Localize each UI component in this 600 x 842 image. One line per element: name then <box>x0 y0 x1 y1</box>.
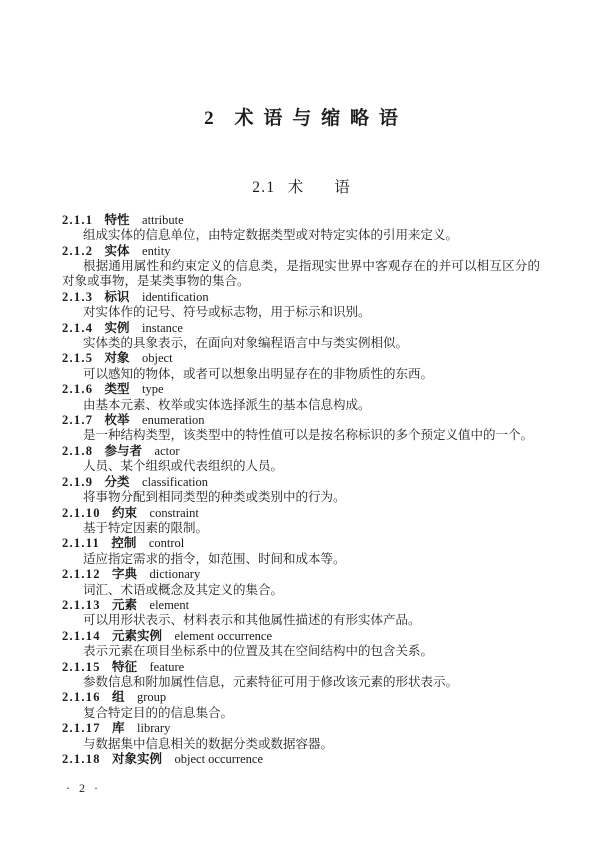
term-english: actor <box>154 443 180 458</box>
term-english: library <box>137 721 171 736</box>
term-english: entity <box>142 243 171 258</box>
term-chinese: 特性 <box>104 212 130 227</box>
term-definition: 是一种结构类型，该类型中的特性值可以是按名称标识的多个预定义值中的一个。 <box>83 428 534 443</box>
term-english: feature <box>149 659 185 674</box>
page-footer <box>66 781 101 796</box>
term-entry <box>62 475 540 506</box>
term-definition: 人员、某个组织或代表组织的人员。 <box>83 459 284 474</box>
page-number: · 2 · <box>66 781 101 795</box>
term-definition: 词汇、术语或概念及其定义的集合。 <box>83 582 284 597</box>
term-chinese: 类型 <box>104 382 130 397</box>
term-definition: 组成实体的信息单位，由特定数据类型或对特定实体的引用来定义。 <box>83 228 459 243</box>
term-chinese: 元素实例 <box>112 628 163 643</box>
chapter-title-text: 术语与缩略语 <box>234 108 408 129</box>
term-chinese: 实例 <box>104 320 130 335</box>
term-heading <box>62 444 540 459</box>
term-definition: 由基本元素、枚举或实体选择派生的基本信息构成。 <box>83 397 371 412</box>
term-definition: 根据通用属性和约束定义的信息类，是指现实世界中客观存在的并可以相互区分的对象或事物，是某类事物的集合。 <box>62 259 540 289</box>
term-english: constraint <box>149 505 199 520</box>
term-number: 2.1.8 <box>62 443 94 458</box>
term-chinese: 字典 <box>112 567 138 582</box>
term-definition: 参数信息和附加属性信息，元素特征可用于修改该元素的形状表示。 <box>83 674 459 689</box>
term-heading <box>62 382 540 397</box>
term-heading <box>62 244 540 259</box>
term-number: 2.1.11 <box>62 536 101 551</box>
term-chinese: 分类 <box>104 474 130 489</box>
term-number: 2.1.3 <box>62 289 94 304</box>
term-number: 2.1.15 <box>62 659 101 674</box>
term-definition: 可以用形状表示、材料表示和其他属性描述的有形实体产品。 <box>83 613 421 628</box>
term-entry <box>62 660 540 691</box>
term-heading <box>62 598 540 613</box>
term-entry <box>62 321 540 352</box>
term-heading <box>62 213 540 228</box>
term-number: 2.1.14 <box>62 628 101 643</box>
term-entry <box>62 213 540 244</box>
term-chinese: 元素 <box>112 597 138 612</box>
term-heading <box>62 351 540 366</box>
term-chinese: 特征 <box>112 659 138 674</box>
term-number: 2.1.17 <box>62 721 101 736</box>
term-number: 2.1.13 <box>62 597 101 612</box>
term-heading <box>62 475 540 490</box>
term-english: group <box>137 690 167 705</box>
chapter-number: 2 <box>204 108 214 129</box>
terms-list <box>62 213 540 768</box>
term-chinese: 控制 <box>111 536 137 551</box>
section-title-text: 术 语 <box>287 178 350 196</box>
term-english: control <box>148 536 185 551</box>
term-entry <box>62 290 540 321</box>
section-number: 2.1 <box>252 178 276 196</box>
term-chinese: 参与者 <box>104 443 143 458</box>
term-definition: 复合特定目的的信息集合。 <box>83 705 234 720</box>
section-title <box>62 178 540 198</box>
term-heading <box>62 536 540 551</box>
term-entry <box>62 752 540 767</box>
term-entry <box>62 690 540 721</box>
term-english: instance <box>142 320 183 335</box>
term-number: 2.1.12 <box>62 567 101 582</box>
term-number: 2.1.7 <box>62 413 94 428</box>
term-english: object occurrence <box>174 752 263 766</box>
term-heading <box>62 629 540 644</box>
term-english: classification <box>142 474 208 489</box>
term-number: 2.1.2 <box>62 243 94 258</box>
term-entry <box>62 629 540 660</box>
term-definition: 将事物分配到相同类型的种类或类别中的行为。 <box>83 490 346 505</box>
term-chinese: 约束 <box>112 505 138 520</box>
term-english: attribute <box>142 212 184 227</box>
chapter-title <box>62 106 540 132</box>
term-entry <box>62 244 540 290</box>
term-number: 2.1.16 <box>62 690 101 705</box>
term-english: object <box>142 351 173 366</box>
term-definition: 与数据集中信息相关的数据分类或数据容器。 <box>83 736 334 751</box>
term-definition: 表示元素在项目坐标系中的位置及其在空间结构中的包含关系。 <box>83 644 434 659</box>
term-heading <box>62 506 540 521</box>
term-heading <box>62 413 540 428</box>
term-heading <box>62 567 540 582</box>
term-definition: 对实体作的记号、符号或标志物，用于标示和识别。 <box>83 305 371 320</box>
term-entry <box>62 567 540 598</box>
term-heading <box>62 752 540 767</box>
term-heading <box>62 290 540 305</box>
term-english: enumeration <box>142 413 205 428</box>
term-entry <box>62 721 540 752</box>
term-entry <box>62 598 540 629</box>
term-english: identification <box>142 289 209 304</box>
term-chinese: 对象 <box>104 351 130 366</box>
term-number: 2.1.4 <box>62 320 94 335</box>
term-chinese: 对象实例 <box>112 752 163 766</box>
term-number: 2.1.5 <box>62 351 94 366</box>
term-number: 2.1.9 <box>62 474 94 489</box>
term-heading <box>62 721 540 736</box>
term-chinese: 实体 <box>104 243 130 258</box>
term-definition: 可以感知的物体，或者可以想象出明显存在的非物质性的东西。 <box>83 366 434 381</box>
term-number: 2.1.18 <box>62 752 101 766</box>
term-entry <box>62 382 540 413</box>
term-entry <box>62 444 540 475</box>
term-english: type <box>142 382 164 397</box>
term-chinese: 库 <box>112 721 125 736</box>
term-heading <box>62 660 540 675</box>
term-chinese: 标识 <box>104 289 130 304</box>
term-entry <box>62 351 540 382</box>
term-chinese: 组 <box>112 690 125 705</box>
term-heading <box>62 690 540 705</box>
term-english: element occurrence <box>174 628 273 643</box>
term-number: 2.1.10 <box>62 505 101 520</box>
term-entry <box>62 506 540 537</box>
term-definition: 适应指定需求的指令，如范围、时间和成本等。 <box>83 551 346 566</box>
term-english: element <box>149 597 190 612</box>
term-heading <box>62 321 540 336</box>
term-entry <box>62 413 540 444</box>
term-number: 2.1.6 <box>62 382 94 397</box>
term-number: 2.1.1 <box>62 212 94 227</box>
term-english: dictionary <box>149 567 201 582</box>
term-definition: 基于特定因素的限制。 <box>83 520 209 535</box>
term-chinese: 枚举 <box>104 413 130 428</box>
term-definition: 实体类的具象表示，在面向对象编程语言中与类实例相似。 <box>83 336 409 351</box>
term-entry <box>62 536 540 567</box>
